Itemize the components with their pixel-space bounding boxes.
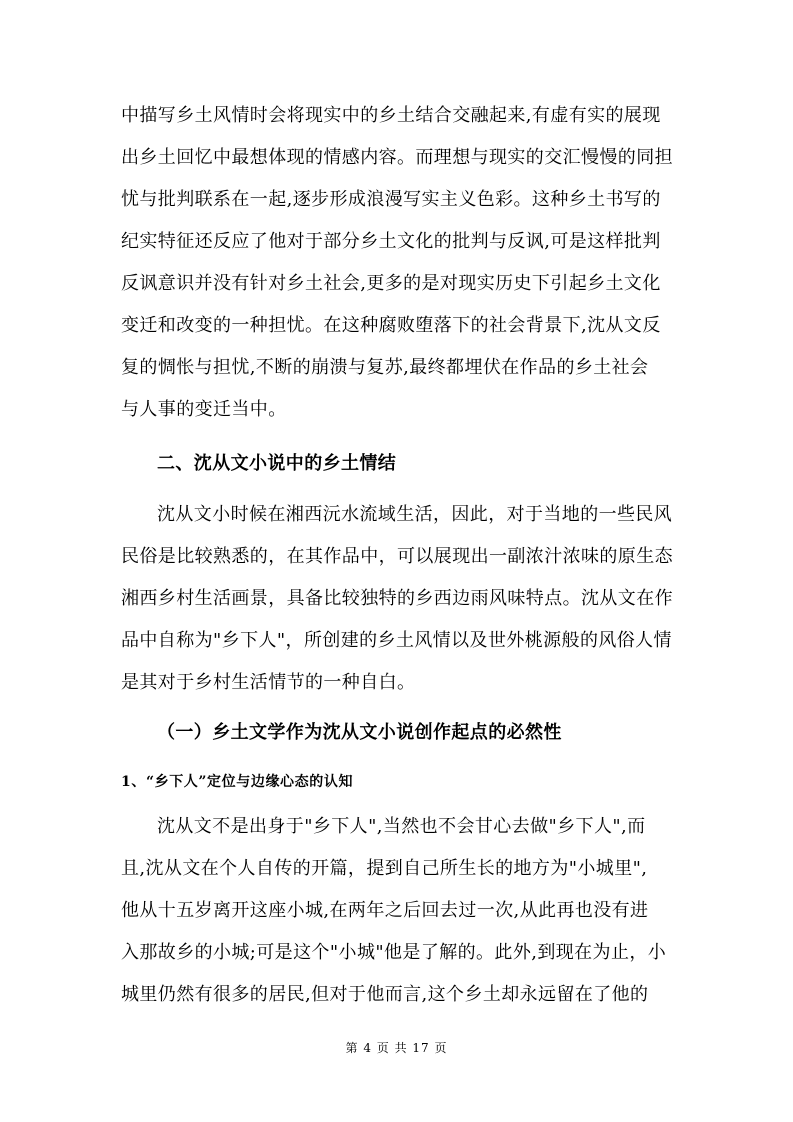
text-line: 城里仍然有很多的居民,但对于他而言,这个乡土却永远留在了他的 [121, 984, 649, 1005]
text-line: 出乡土回忆中最想体现的情感内容。而理想与现实的交汇慢慢的同担 [121, 147, 673, 168]
text-line: 纪实特征还反应了他对于部分乡土文化的批判与反讽,可是这样批判 [121, 231, 661, 252]
text-line: 是其对于乡村生活情节的一种自白。 [121, 672, 416, 693]
text-line: 且,沈从文在个人自传的开篇，提到自己所生长的地方为"小城里", [121, 858, 648, 879]
subsubsection-heading: 1、“乡下人”定位与边缘心态的认知 [121, 774, 354, 790]
text-line: 反讽意识并没有针对乡土社会,更多的是对现实历史下引起乡土文化 [121, 273, 661, 294]
text-line: 入那故乡的小城;可是这个"小城"他是了解的。此外,到现在为止，小 [121, 942, 667, 963]
text-line: 湘西乡村生活画景，具备比较独特的乡西边雨风味特点。沈从文在作 [121, 588, 673, 609]
text-line: 与人事的变迁当中。 [121, 399, 287, 420]
subsection-heading: （一）乡土文学作为沈从文小说创作起点的必然性 [157, 722, 562, 743]
text-line: 变迁和改变的一种担忧。在这种腐败堕落下的社会背景下,沈从文反 [121, 315, 661, 336]
text-line: 沈从文小时候在湘西沅水流域生活，因此，对于当地的一些民风 [157, 504, 673, 525]
text-line: 品中自称为"乡下人"，所创建的乡土风情以及世外桃源般的风俗人情 [121, 630, 672, 651]
page-number: 第 4 页 共 17 页 [345, 1041, 448, 1055]
text-line: 民俗是比较熟悉的，在其作品中，可以展现出一副浓汁浓味的原生态 [121, 546, 673, 567]
text-line: 复的惆怅与担忧,不断的崩溃与复苏,最终都埋伏在作品的乡土社会 [121, 357, 649, 378]
text-line: 沈从文不是出身于"乡下人",当然也不会甘心去做"乡下人",而 [157, 816, 646, 837]
text-line: 他从十五岁离开这座小城,在两年之后回去过一次,从此再也没有进 [121, 900, 649, 921]
section-heading: 二、沈从文小说中的乡土情结 [157, 453, 397, 474]
text-line: 忧与批判联系在一起,逐步形成浪漫写实主义色彩。这种乡土书写的 [121, 189, 661, 210]
text-line: 中描写乡土风情时会将现实中的乡土结合交融起来,有虚有实的展现 [121, 105, 661, 126]
